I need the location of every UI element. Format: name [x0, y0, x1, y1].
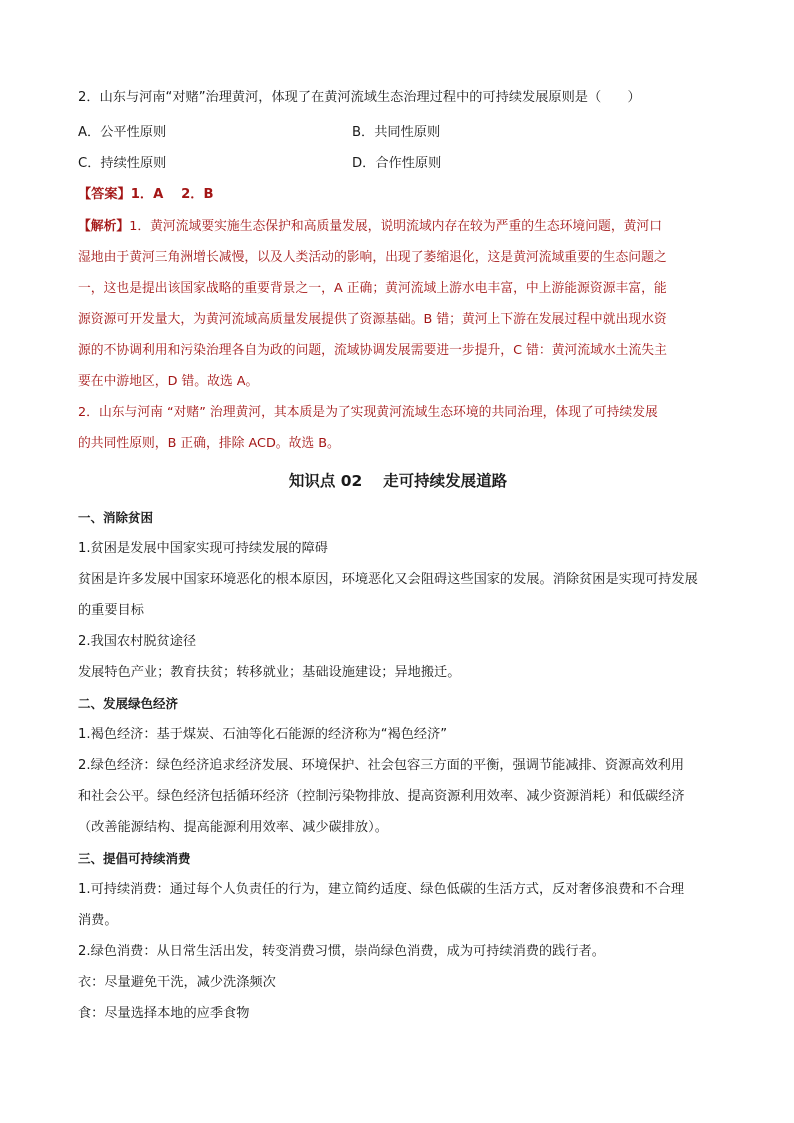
- paragraph: 1.贫困是发展中国家实现可持续发展的障碍: [78, 541, 328, 556]
- analysis-line-8: 的共同性原则，B 正确，排除 ACD。故选 B。: [78, 436, 340, 451]
- paragraph: 消费。: [78, 913, 118, 928]
- option-b: B．共同性原则: [352, 125, 441, 140]
- paragraph: 贫困是许多发展中国家环境恶化的根本原因，环境恶化又会阻碍这些国家的发展。消除贫困是实现可持发展: [78, 572, 698, 587]
- paragraph: 1.褐色经济：基于煤炭、石油等化石能源的经济称为“褐色经济”: [78, 727, 448, 742]
- analysis-tag: 【解析】: [78, 219, 130, 234]
- analysis-line-5: 源的不协调利用和污染治理各自为政的问题，流域协调发展需要进一步提升，C 错：黄河流域水土流失主: [78, 343, 667, 358]
- analysis-line-1: 【解析】1．黄河流域要实施生态保护和高质量发展，说明流域内存在较为严重的生态环境问题，黄河口: [78, 219, 663, 234]
- question-2-text: 2．山东与河南“对赌”治理黄河，体现了在黄河流域生态治理过程中的可持续发展原则是（ ）: [78, 90, 641, 105]
- answer-tag: 【答案】: [78, 187, 131, 202]
- paragraph: 1.可持续消费：通过每个人负责任的行为，建立简约适度、绿色低碳的生活方式，反对奢侈浪费和不合理: [78, 882, 685, 897]
- paragraph: 2.绿色消费：从日常生活出发，转变消费习惯，崇尚绿色消费，成为可持续消费的践行者。: [78, 944, 605, 959]
- analysis-line-2: 湿地由于黄河三角洲增长减慢，以及人类活动的影响，出现了萎缩退化，这是黄河流域重要的生态问题之: [78, 250, 667, 265]
- analysis-line-3: 一，这也是提出该国家战略的重要背景之一，A 正确；黄河流域上游水电丰富，中上游能源资源丰富，能: [78, 281, 667, 296]
- answer-text: 1．A 2．B: [130, 187, 214, 202]
- heading-eliminate-poverty: 一、消除贫困: [78, 510, 154, 525]
- paragraph: 的重要目标: [78, 603, 144, 618]
- heading-green-economy: 二、发展绿色经济: [78, 696, 179, 711]
- heading-sustainable-consumption: 三、提倡可持续消费: [78, 851, 191, 866]
- analysis-line-4: 源资源可开发量大，为黄河流域高质量发展提供了资源基础。B 错；黄河上下游在发展过程中就出现水资: [78, 312, 667, 327]
- paragraph: 2.我国农村脱贫途径: [78, 634, 197, 649]
- option-c: C．持续性原则: [78, 156, 167, 171]
- paragraph: 食：尽量选择本地的应季食物: [78, 1006, 250, 1021]
- analysis-line-7: 2．山东与河南 “对赌” 治理黄河，其本质是为了实现黄河流域生态环境的共同治理，体现了可持续发展: [78, 405, 658, 420]
- paragraph: 衣：尽量避免干洗，减少洗涤频次: [78, 975, 276, 990]
- paragraph: 和社会公平。绿色经济包括循环经济（控制污染物排放、提高资源利用效率、减少资源消耗）和低碳经济: [78, 789, 685, 804]
- section-title: 知识点 02 走可持续发展道路: [288, 472, 508, 490]
- option-d: D．合作性原则: [352, 156, 442, 171]
- option-a: A．公平性原则: [78, 125, 167, 140]
- paragraph: 发展特色产业；教育扶贫；转移就业；基础设施建设；异地搬迁。: [78, 665, 461, 680]
- analysis-line-6: 要在中游地区，D 错。故选 A。: [78, 374, 259, 389]
- paragraph: 2.绿色经济：绿色经济追求经济发展、环境保护、社会包容三方面的平衡，强调节能减排、资源高效利用: [78, 758, 685, 773]
- answer-line: [78, 185, 214, 205]
- paragraph: （改善能源结构、提高能源利用效率、减少碳排放）。: [78, 820, 388, 835]
